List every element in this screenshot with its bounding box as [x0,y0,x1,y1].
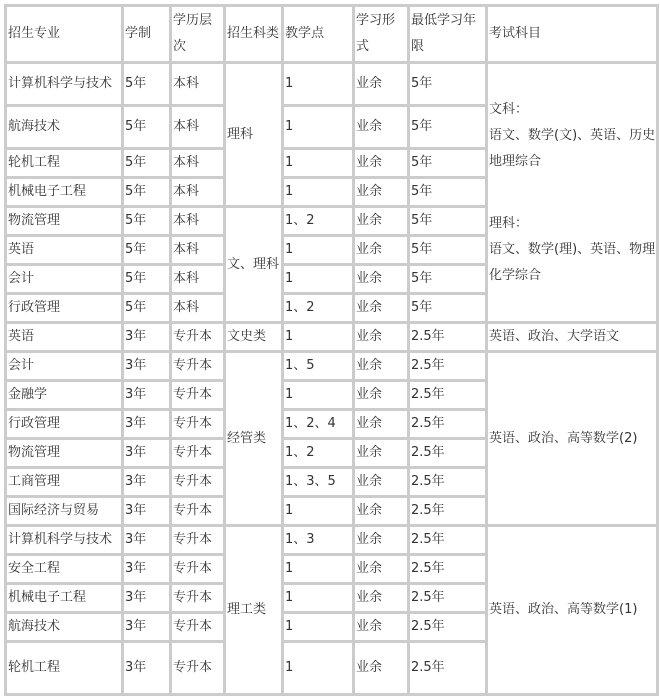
cell-level: 本科 [172,208,226,237]
header-duration: 学制 [124,7,172,64]
table-row [7,64,659,107]
cell-site: 1 [284,107,355,150]
cell-min-years: 5年 [410,237,488,266]
cell-duration: 3年 [124,382,172,411]
cell-site: 1 [284,266,355,295]
cell-duration: 5年 [124,107,172,150]
cell-mode: 业余 [355,107,410,150]
exam-wen-subjects: 语文、数学(文)、英语、历史地理综合 [489,127,656,169]
cell-mode: 业余 [355,469,410,498]
cell-duration: 3年 [124,614,172,643]
cell-duration: 3年 [124,324,172,353]
cell-duration: 5年 [124,237,172,266]
cell-site: 1 [284,382,355,411]
cell-major: 计算机科学与技术 [7,527,124,556]
enrollment-table [4,4,659,696]
cell-mode: 业余 [355,64,410,107]
header-mode: 学习形式 [355,7,410,64]
cell-mode: 业余 [355,614,410,643]
cell-level: 专升本 [172,643,226,696]
cell-site: 1、3 [284,527,355,556]
cell-level: 专升本 [172,440,226,469]
cell-min-years: 2.5年 [410,324,488,353]
header-category: 招生科类 [226,7,284,64]
cell-major: 会计 [7,266,124,295]
cell-site: 1 [284,64,355,107]
cell-major: 计算机科学与技术 [7,64,124,107]
cell-min-years: 5年 [410,208,488,237]
cell-major: 会计 [7,353,124,382]
table-row [7,324,659,353]
cell-site: 1 [284,614,355,643]
cell-category-wen-like: 文、理科 [226,208,284,324]
cell-site: 1、5 [284,353,355,382]
cell-level: 专升本 [172,614,226,643]
cell-min-years: 2.5年 [410,498,488,527]
cell-min-years: 2.5年 [410,643,488,696]
cell-site: 1 [284,498,355,527]
cell-mode: 业余 [355,179,410,208]
cell-duration: 5年 [124,150,172,179]
cell-level: 专升本 [172,411,226,440]
cell-level: 本科 [172,179,226,208]
cell-min-years: 2.5年 [410,527,488,556]
cell-major: 英语 [7,324,124,353]
cell-level: 专升本 [172,324,226,353]
cell-duration: 5年 [124,64,172,107]
cell-mode: 业余 [355,324,410,353]
cell-level: 本科 [172,266,226,295]
cell-major: 机械电子工程 [7,585,124,614]
cell-min-years: 5年 [410,107,488,150]
cell-duration: 5年 [124,266,172,295]
cell-site: 1、2、4 [284,411,355,440]
cell-min-years: 5年 [410,295,488,324]
cell-mode: 业余 [355,556,410,585]
cell-mode: 业余 [355,440,410,469]
cell-duration: 3年 [124,469,172,498]
cell-level: 专升本 [172,585,226,614]
header-site: 教学点 [284,7,355,64]
cell-min-years: 2.5年 [410,469,488,498]
cell-level: 专升本 [172,469,226,498]
cell-level: 专升本 [172,527,226,556]
cell-major: 安全工程 [7,556,124,585]
table-header-row [7,7,659,64]
cell-site: 1 [284,179,355,208]
cell-major: 国际经济与贸易 [7,498,124,527]
cell-duration: 3年 [124,353,172,382]
cell-site: 1 [284,643,355,696]
header-exam-subjects: 考试科目 [488,7,659,64]
cell-duration: 3年 [124,527,172,556]
cell-min-years: 2.5年 [410,382,488,411]
cell-duration: 5年 [124,295,172,324]
cell-site: 1 [284,556,355,585]
cell-mode: 业余 [355,237,410,266]
cell-major: 物流管理 [7,208,124,237]
cell-major: 轮机工程 [7,643,124,696]
cell-category-wenshi: 文史类 [226,324,284,353]
cell-mode: 业余 [355,382,410,411]
cell-site: 1 [284,585,355,614]
cell-level: 专升本 [172,382,226,411]
cell-level: 本科 [172,295,226,324]
cell-duration: 5年 [124,179,172,208]
cell-level: 本科 [172,150,226,179]
exam-li-label: 理科： [489,215,529,231]
cell-major: 物流管理 [7,440,124,469]
cell-level: 本科 [172,64,226,107]
cell-duration: 3年 [124,498,172,527]
header-major: 招生专业 [7,7,124,64]
cell-category-jingguan: 经管类 [226,353,284,527]
cell-min-years: 2.5年 [410,614,488,643]
cell-site: 1 [284,324,355,353]
cell-mode: 业余 [355,295,410,324]
cell-level: 本科 [172,107,226,150]
cell-major: 行政管理 [7,295,124,324]
cell-major: 行政管理 [7,411,124,440]
cell-major: 航海技术 [7,614,124,643]
exam-li-subjects: 语文、数学(理)、英语、物理化学综合 [489,241,656,283]
cell-duration: 3年 [124,440,172,469]
cell-mode: 业余 [355,411,410,440]
table-row [7,527,659,556]
cell-level: 本科 [172,237,226,266]
cell-min-years: 5年 [410,150,488,179]
cell-site: 1、2 [284,295,355,324]
cell-exam-benke [488,64,659,324]
cell-site: 1、3、5 [284,469,355,498]
cell-min-years: 2.5年 [410,556,488,585]
header-min-years: 最低学习年限 [410,7,488,64]
cell-min-years: 5年 [410,179,488,208]
cell-major: 轮机工程 [7,150,124,179]
cell-category-like: 理科 [226,64,284,208]
cell-exam-jingguan: 英语、政治、高等数学(2) [488,353,659,527]
cell-level: 专升本 [172,556,226,585]
cell-min-years: 5年 [410,64,488,107]
cell-min-years: 2.5年 [410,585,488,614]
cell-site: 1、2 [284,440,355,469]
cell-major: 英语 [7,237,124,266]
cell-level: 专升本 [172,498,226,527]
cell-mode: 业余 [355,266,410,295]
cell-min-years: 2.5年 [410,353,488,382]
cell-major: 金融学 [7,382,124,411]
cell-level: 专升本 [172,353,226,382]
cell-major: 机械电子工程 [7,179,124,208]
cell-major: 工商管理 [7,469,124,498]
cell-mode: 业余 [355,208,410,237]
cell-min-years: 5年 [410,266,488,295]
cell-duration: 3年 [124,643,172,696]
cell-major: 航海技术 [7,107,124,150]
exam-wen-label: 文科： [489,101,529,117]
cell-site: 1 [284,237,355,266]
cell-site: 1、2 [284,208,355,237]
cell-duration: 5年 [124,208,172,237]
cell-exam-ligong: 英语、政治、高等数学(1) [488,527,659,696]
cell-duration: 3年 [124,585,172,614]
cell-duration: 3年 [124,556,172,585]
cell-mode: 业余 [355,150,410,179]
cell-mode: 业余 [355,498,410,527]
table-row [7,353,659,382]
cell-mode: 业余 [355,585,410,614]
cell-mode: 业余 [355,643,410,696]
cell-mode: 业余 [355,527,410,556]
cell-site: 1 [284,150,355,179]
header-level: 学历层次 [172,7,226,64]
cell-category-ligong: 理工类 [226,527,284,696]
cell-min-years: 2.5年 [410,440,488,469]
cell-min-years: 2.5年 [410,411,488,440]
cell-exam-wenshi: 英语、政治、大学语文 [488,324,659,353]
cell-mode: 业余 [355,353,410,382]
cell-duration: 3年 [124,411,172,440]
